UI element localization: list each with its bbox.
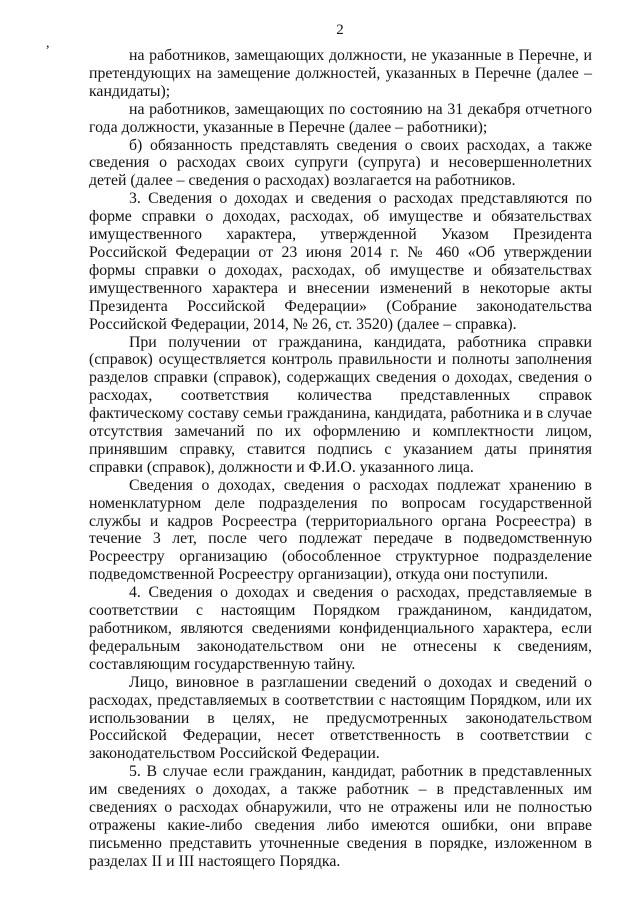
document-body (89, 47, 592, 871)
margin-mark: , (46, 36, 50, 51)
paragraph-workers: на работников, замещающих по состоянию на 31 декабря отчетного года должности, указанные в Перечне (далее – работники); (89, 100, 592, 136)
paragraph-receipt-control: При получении от гражданина, кандидата, работника справки (справок) осуществляется контроль правильности и полноты заполнения разделов справки (справок), содержащих сведения о доходах, сведения о расходах, соответствия количества представленных справок фактическому составу семьи гражданина, кандидата, работника и в случае отсутствия замечаний по их оформлению и комплектности лицом, принявшим справку, ставится подпись с указанием даты принятия справки (справок), должности и Ф.И.О. указанного лица. (89, 333, 592, 476)
paragraph-candidates: на работников, замещающих должности, не указанные в Перечне, и претендующих на замещение должностей, указанных в Перечне (далее – кандидаты); (89, 47, 592, 100)
paragraph-section-3: 3. Сведения о доходах и сведения о расходах представляются по форме справки о доходах, расходах, об имуществе и обязательствах имущественного характера, утвержденной Указом Президента Российской Федерации от 23 июня 2014 г. № 460 «Об утверждении формы справки о доходах, расходах, об имуществе и обязательствах имущественного характера и внесении изменений в некоторые акты Президента Российской Федерации» (Собрание законодательства Российской Федерации, 2014, № 26, ст. 3520) (далее – справка). (89, 190, 592, 333)
paragraph-liability: Лицо, виновное в разглашении сведений о доходах и сведений о расходах, представляемых в соответствии с настоящим Порядком, или их использовании в целях, не предусмотренных законодательством Российской Федерации, несет ответственность в соответствии с законодательством Российской Федерации. (89, 673, 592, 763)
paragraph-expense-duty: б) обязанность представлять сведения о своих расходах, а также сведения о расходах своих супруги (супруга) и несовершеннолетних детей (далее – сведения о расходах) возлагается на работников. (89, 136, 592, 190)
page-number: 2 (336, 22, 344, 38)
paragraph-section-4: 4. Сведения о доходах и сведения о расходах, представляемые в соответствии с настоящим Порядком гражданином, кандидатом, работником, являются сведениями конфиденциального характера, если федеральным законодательством они не отнесены к сведениям, составляющим государственную тайну. (89, 584, 592, 673)
paragraph-storage: Сведения о доходах, сведения о расходах подлежат хранению в номенклатурном деле подразделения по вопросам государственной службы и кадров Росреестра (территориального органа Росреестра) в течение 3 лет, после чего подлежат передаче в подведомственную Росреестру организацию (обособленное структурное подразделение подведомственной Росреестру организации), откуда они поступили. (89, 476, 592, 584)
paragraph-section-5: 5. В случае если гражданин, кандидат, работник в представленных им сведениях о доходах, а также работник – в представленных им сведениях о расходах обнаружили, что не отражены или не полностью отражены какие-либо сведения либо имеются ошибки, они вправе письменно представить уточненные сведения в порядке, изложенном в разделах II и III настоящего Порядка. (89, 763, 592, 870)
